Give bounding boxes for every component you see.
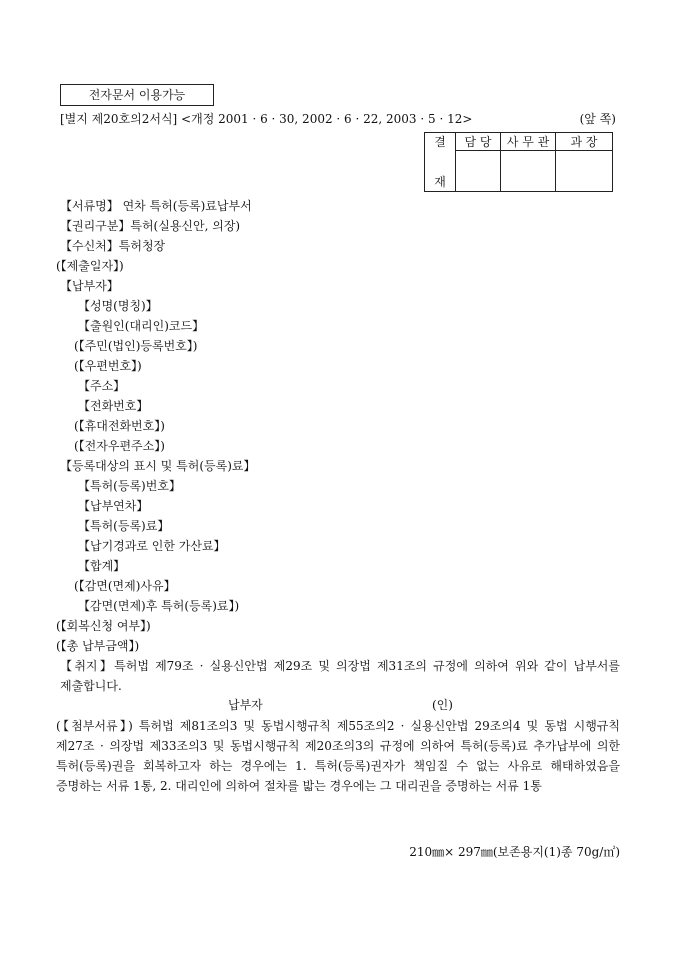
approval-sign-officer[interactable]: [501, 151, 556, 192]
field-payer-name: 【성명(명칭)】: [78, 299, 158, 313]
signature-label: 납부자: [228, 698, 263, 712]
approval-sign-manager[interactable]: [456, 151, 501, 192]
field-patent-fee: 【특허(등록)료】: [78, 519, 170, 533]
field-recipient: 【수신처】특허청장: [60, 239, 166, 253]
seal-mark[interactable]: (인): [432, 698, 453, 712]
purpose-statement: 【취지】특허법 제79조 · 실용신안법 제29조 및 의장법 제31조의 규정에 의하여 위와 같이 납부서를 제출합니다.: [60, 659, 620, 693]
field-patent-number: 【특허(등록)번호】: [78, 479, 181, 493]
field-late-surcharge: 【납기경과로 인한 가산료】: [78, 539, 226, 553]
field-registration-target: 【등록대상의 표시 및 특허(등록)료】: [60, 459, 256, 473]
field-total: 【합계】: [78, 559, 126, 573]
field-mobile: (【휴대전화번호】): [74, 419, 165, 433]
approval-label: [425, 133, 456, 192]
field-payer: 【납부자】: [60, 279, 119, 293]
field-submission-date: (【제출일자】): [56, 259, 124, 273]
field-recovery-request: (【회복신청 여부】): [56, 619, 151, 633]
signature-row: [60, 696, 620, 716]
field-document-name: 【서류명】 연차 특허(등록)료납부서: [60, 199, 252, 213]
field-payment-year: 【납부연차】: [78, 499, 149, 513]
page-side-label: (앞 쪽): [579, 112, 616, 126]
field-registration-number: (【주민(법인)등록번호】): [74, 339, 198, 353]
field-phone: 【전화번호】: [78, 399, 149, 413]
electronic-document-label: 전자문서 이용가능: [60, 84, 214, 106]
field-reduction-reason: (【감면(면제)사유】: [74, 579, 176, 593]
approval-col-director: 과 장: [556, 133, 613, 151]
paper-spec: 210㎜× 297㎜(보존용지(1)종 70g/㎡): [409, 845, 620, 859]
approval-sign-director[interactable]: [556, 151, 613, 192]
approval-label-bottom: 재: [434, 175, 446, 189]
field-address: 【주소】: [78, 379, 126, 393]
form-identifier: [별지 제20호의2서식] <개정 2001 · 6 · 30, 2002 · 6 · 22, 2003 · 5 · 12>: [60, 112, 473, 126]
field-applicant-code: 【출원인(대리인)코드】: [78, 319, 205, 333]
field-right-type: 【권리구분】특허(실용신안, 의장): [60, 219, 241, 233]
approval-col-officer: 사 무 관: [501, 133, 556, 151]
approval-label-top: 결: [434, 135, 446, 149]
field-reduced-fee: 【감면(면제)후 특허(등록)료】): [78, 599, 240, 613]
field-postal-code: (【우편번호】): [74, 359, 142, 373]
approval-col-manager: 담 당: [456, 133, 501, 151]
approval-box: [424, 132, 613, 192]
field-email: (【전자우편주소】): [74, 439, 165, 453]
field-total-payment: (【총 납부금액】): [56, 639, 140, 653]
attachments-statement: (【첨부서류】) 특허법 제81조의3 및 동법시행규칙 제55조의2 · 실용신안법 29조의4 및 동법 시행규칙 제27조 · 의장법 제33조의3 및 동법시행규칙 제20조의3의 규정에 의하여 특허(등록)료 추가납부에 의한 특허(등록)권을 회복하고자 하는 경우에는 1. 특허(등록)권자가 책임질 수 없는 사유로 해태하였음을 증명하는 서류 1통, 2. 대리인에 의하여 절차를 밟는 경우에는 그 대리권을 증명하는 서류 1통: [56, 719, 620, 793]
form-body: [56, 196, 620, 796]
